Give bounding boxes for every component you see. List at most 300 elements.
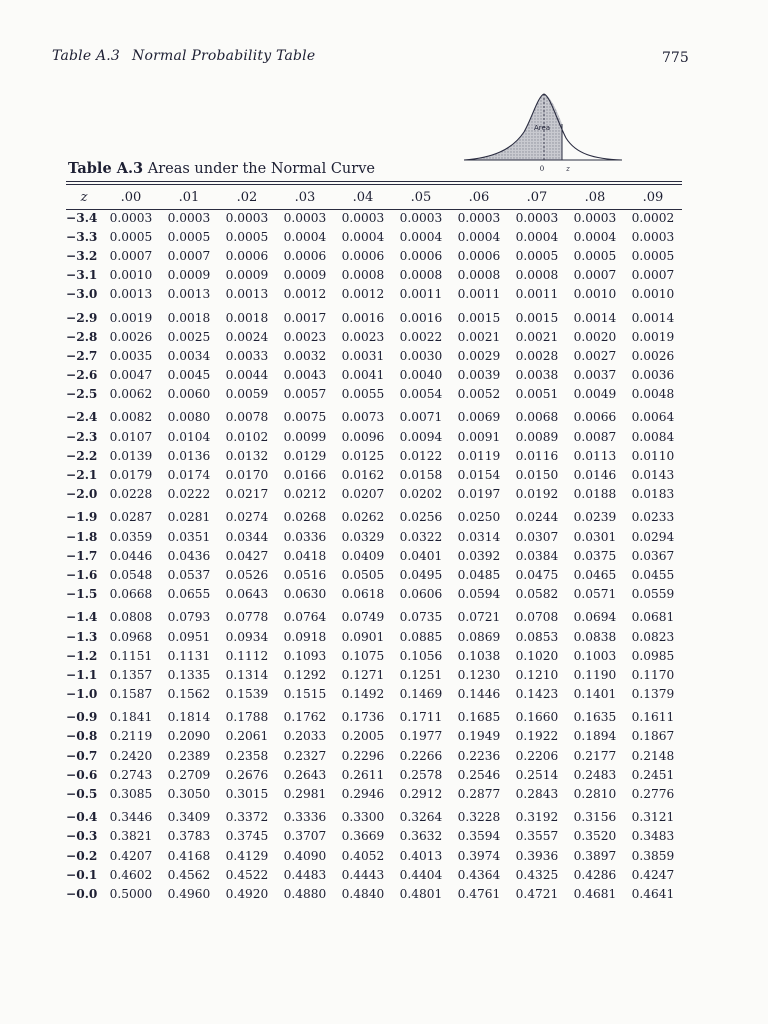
probability-cell: 0.0021 (515, 329, 559, 344)
probability-cell: 0.3859 (631, 848, 675, 863)
probability-cell: 0.1894 (573, 729, 617, 744)
probability-cell: 0.2578 (399, 767, 443, 782)
probability-cell: 0.0179 (109, 468, 153, 483)
table-row (66, 865, 682, 884)
probability-cell: 0.0012 (283, 287, 327, 302)
probability-cell: 0.0054 (399, 387, 443, 402)
table-row (66, 427, 682, 446)
probability-cell: 0.0102 (225, 429, 269, 444)
probability-cell: 0.0170 (225, 468, 269, 483)
probability-cell: 0.1093 (283, 648, 327, 663)
probability-cell: 0.1539 (225, 687, 269, 702)
probability-cell: 0.3409 (167, 810, 211, 825)
probability-cell: 0.0132 (225, 448, 269, 463)
probability-cell: 0.1401 (573, 687, 617, 702)
probability-cell: 0.0116 (515, 448, 559, 463)
probability-cell: 0.0060 (167, 387, 211, 402)
probability-cell: 0.2611 (341, 767, 385, 782)
probability-cell: 0.0274 (225, 510, 269, 525)
probability-cell: 0.4522 (225, 867, 269, 882)
probability-cell: 0.3483 (631, 829, 675, 844)
table-row (66, 404, 682, 427)
probability-cell: 0.0089 (515, 429, 559, 444)
z-value-cell: −1.2 (66, 648, 98, 663)
probability-cell: 0.3557 (515, 829, 559, 844)
probability-cell: 0.0094 (399, 429, 443, 444)
z-value-cell: −0.3 (66, 829, 98, 844)
probability-cell: 0.0228 (109, 487, 153, 502)
z-value-cell: −3.0 (66, 287, 98, 302)
probability-cell: 0.0985 (631, 648, 675, 663)
probability-cell: 0.3085 (109, 787, 153, 802)
probability-cell: 0.2389 (167, 748, 211, 763)
z-value-cell: −2.2 (66, 448, 98, 463)
table-caption (68, 160, 375, 177)
probability-cell: 0.1112 (225, 648, 269, 663)
probability-cell: 0.0951 (167, 629, 211, 644)
table-row (66, 765, 682, 784)
z-value-cell: −0.0 (66, 886, 98, 901)
probability-cell: 0.0004 (399, 229, 443, 244)
probability-cell: 0.0011 (457, 287, 501, 302)
probability-cell: 0.1562 (167, 687, 211, 702)
table-row (66, 504, 682, 527)
probability-cell: 0.0007 (167, 248, 211, 263)
probability-cell: 0.2177 (573, 748, 617, 763)
probability-cell: 0.2236 (457, 748, 501, 763)
z-value-cell: −1.5 (66, 587, 98, 602)
probability-cell: 0.0064 (631, 410, 675, 425)
column-header: .00 (120, 189, 142, 205)
probability-cell: 0.1949 (457, 729, 501, 744)
zero-label: 0 (539, 165, 545, 173)
probability-cell: 0.3192 (515, 810, 559, 825)
probability-cell: 0.0375 (573, 548, 617, 563)
probability-cell: 0.0003 (167, 210, 211, 225)
probability-cell: 0.0427 (225, 548, 269, 563)
table-row (66, 746, 682, 765)
probability-cell: 0.2743 (109, 767, 153, 782)
probability-cell: 0.0307 (515, 529, 559, 544)
probability-cell: 0.0548 (109, 567, 153, 582)
probability-cell: 0.0418 (283, 548, 327, 563)
probability-cell: 0.0099 (283, 429, 327, 444)
probability-cell: 0.0013 (167, 287, 211, 302)
probability-cell: 0.3669 (341, 829, 385, 844)
probability-cell: 0.0287 (109, 510, 153, 525)
probability-cell: 0.0212 (283, 487, 327, 502)
probability-cell: 0.2358 (225, 748, 269, 763)
probability-cell: 0.1587 (109, 687, 153, 702)
z-value-cell: −2.9 (66, 310, 98, 325)
table-row (66, 366, 682, 385)
probability-cell: 0.0694 (573, 610, 617, 625)
probability-cell: 0.4641 (631, 886, 675, 901)
probability-cell: 0.0018 (225, 310, 269, 325)
probability-cell: 0.0036 (631, 368, 675, 383)
probability-cell: 0.1423 (515, 687, 559, 702)
z-value-cell: −0.1 (66, 867, 98, 882)
probability-cell: 0.0003 (109, 210, 153, 225)
probability-cell: 0.0035 (109, 348, 153, 363)
probability-cell: 0.0023 (283, 329, 327, 344)
probability-cell: 0.0029 (457, 348, 501, 363)
probability-cell: 0.1170 (631, 667, 675, 682)
probability-cell: 0.0080 (167, 410, 211, 425)
probability-cell: 0.0207 (341, 487, 385, 502)
probability-cell: 0.0015 (515, 310, 559, 325)
probability-cell: 0.0028 (515, 348, 559, 363)
probability-cell: 0.4286 (573, 867, 617, 882)
column-header: .08 (584, 189, 606, 205)
z-value-cell: −2.6 (66, 368, 98, 383)
probability-cell: 0.0516 (283, 567, 327, 582)
probability-cell: 0.0146 (573, 468, 617, 483)
probability-cell: 0.2981 (283, 787, 327, 802)
probability-cell: 0.2843 (515, 787, 559, 802)
probability-cell: 0.0244 (515, 510, 559, 525)
probability-cell: 0.0239 (573, 510, 617, 525)
probability-cell: 0.0136 (167, 448, 211, 463)
probability-cell: 0.1056 (399, 648, 443, 663)
probability-cell: 0.0041 (341, 368, 385, 383)
probability-cell: 0.1210 (515, 667, 559, 682)
probability-cell: 0.3936 (515, 848, 559, 863)
probability-cell: 0.0006 (341, 248, 385, 263)
table-row (66, 585, 682, 604)
z-value-cell: −1.7 (66, 548, 98, 563)
probability-cell: 0.0009 (167, 268, 211, 283)
probability-cell: 0.0409 (341, 548, 385, 563)
probability-cell: 0.4090 (283, 848, 327, 863)
probability-cell: 0.2946 (341, 787, 385, 802)
probability-cell: 0.5000 (109, 886, 153, 901)
probability-cell: 0.2810 (573, 787, 617, 802)
table-row (66, 784, 682, 803)
probability-cell: 0.0119 (457, 448, 501, 463)
probability-cell: 0.1190 (573, 667, 617, 682)
probability-cell: 0.0537 (167, 567, 211, 582)
probability-cell: 0.0197 (457, 487, 501, 502)
probability-cell: 0.3783 (167, 829, 211, 844)
probability-cell: 0.0010 (573, 287, 617, 302)
table-row (66, 646, 682, 665)
table-row (66, 546, 682, 565)
probability-cell: 0.0162 (341, 468, 385, 483)
probability-cell: 0.0021 (457, 329, 501, 344)
probability-cell: 0.0082 (109, 410, 153, 425)
probability-cell: 0.0336 (283, 529, 327, 544)
probability-cell: 0.4129 (225, 848, 269, 863)
z-value-cell: −1.0 (66, 687, 98, 702)
probability-cell: 0.1762 (283, 710, 327, 725)
z-label: z (566, 165, 570, 173)
table-row (66, 665, 682, 684)
probability-cell: 0.0721 (457, 610, 501, 625)
z-column-header: z (80, 189, 88, 205)
probability-cell: 0.0008 (341, 268, 385, 283)
probability-cell: 0.0013 (225, 287, 269, 302)
probability-cell: 0.0003 (515, 210, 559, 225)
probability-cell: 0.0008 (399, 268, 443, 283)
probability-cell: 0.0007 (109, 248, 153, 263)
z-value-cell: −0.7 (66, 748, 98, 763)
probability-cell: 0.3015 (225, 787, 269, 802)
probability-cell: 0.1492 (341, 687, 385, 702)
probability-cell: 0.2266 (399, 748, 443, 763)
probability-cell: 0.4880 (283, 886, 327, 901)
probability-cell: 0.0006 (225, 248, 269, 263)
probability-cell: 0.0107 (109, 429, 153, 444)
probability-cell: 0.0526 (225, 567, 269, 582)
probability-cell: 0.0048 (631, 387, 675, 402)
probability-cell: 0.3156 (573, 810, 617, 825)
probability-cell: 0.1635 (573, 710, 617, 725)
running-head-table-label: Table A.3 (52, 48, 121, 64)
probability-cell: 0.2912 (399, 787, 443, 802)
probability-cell: 0.0154 (457, 468, 501, 483)
probability-cell: 0.0222 (167, 487, 211, 502)
probability-cell: 0.2119 (109, 729, 153, 744)
probability-cell: 0.0024 (225, 329, 269, 344)
probability-cell: 0.0192 (515, 487, 559, 502)
table-row (66, 804, 682, 827)
z-value-cell: −2.3 (66, 429, 98, 444)
probability-cell: 0.0004 (573, 229, 617, 244)
probability-cell: 0.0002 (631, 210, 675, 225)
probability-cell: 0.4920 (225, 886, 269, 901)
probability-cell: 0.1151 (109, 648, 153, 663)
area-label: Area (533, 124, 551, 132)
table-row (66, 266, 682, 285)
page-number: 775 (662, 50, 689, 66)
probability-cell: 0.0838 (573, 629, 617, 644)
probability-cell: 0.0901 (341, 629, 385, 644)
probability-cell: 0.1335 (167, 667, 211, 682)
probability-cell: 0.0735 (399, 610, 443, 625)
probability-cell: 0.0096 (341, 429, 385, 444)
probability-cell: 0.4404 (399, 867, 443, 882)
probability-cell: 0.1814 (167, 710, 211, 725)
probability-cell: 0.3050 (167, 787, 211, 802)
probability-cell: 0.0150 (515, 468, 559, 483)
probability-cell: 0.3520 (573, 829, 617, 844)
probability-cell: 0.0016 (399, 310, 443, 325)
probability-cell: 0.3821 (109, 829, 153, 844)
probability-cell: 0.4721 (515, 886, 559, 901)
probability-cell: 0.1685 (457, 710, 501, 725)
probability-cell: 0.0485 (457, 567, 501, 582)
probability-cell: 0.0139 (109, 448, 153, 463)
probability-cell: 0.0778 (225, 610, 269, 625)
probability-cell: 0.2877 (457, 787, 501, 802)
probability-cell: 0.0004 (515, 229, 559, 244)
z-value-cell: −0.2 (66, 848, 98, 863)
probability-cell: 0.0793 (167, 610, 211, 625)
probability-cell: 0.0314 (457, 529, 501, 544)
probability-cell: 0.4247 (631, 867, 675, 882)
probability-cell: 0.0643 (225, 587, 269, 602)
z-value-cell: −1.4 (66, 610, 98, 625)
probability-cell: 0.0559 (631, 587, 675, 602)
probability-cell: 0.3594 (457, 829, 501, 844)
table-body (66, 208, 682, 904)
probability-cell: 0.0764 (283, 610, 327, 625)
z-value-cell: −1.8 (66, 529, 98, 544)
probability-cell: 0.0934 (225, 629, 269, 644)
probability-cell: 0.0005 (167, 229, 211, 244)
probability-cell: 0.0004 (341, 229, 385, 244)
probability-cell: 0.0322 (399, 529, 443, 544)
probability-cell: 0.0003 (399, 210, 443, 225)
probability-cell: 0.1379 (631, 687, 675, 702)
probability-cell: 0.2206 (515, 748, 559, 763)
table-row (66, 327, 682, 346)
probability-cell: 0.0125 (341, 448, 385, 463)
probability-cell: 0.1446 (457, 687, 501, 702)
probability-cell: 0.0202 (399, 487, 443, 502)
table-row (66, 208, 682, 227)
probability-cell: 0.0301 (573, 529, 617, 544)
table-top-rule-2 (66, 184, 682, 185)
probability-cell: 0.0049 (573, 387, 617, 402)
probability-cell: 0.0019 (109, 310, 153, 325)
z-value-cell: −2.4 (66, 410, 98, 425)
table-row (66, 884, 682, 903)
probability-cell: 0.4602 (109, 867, 153, 882)
probability-cell: 0.0003 (573, 210, 617, 225)
probability-cell: 0.1271 (341, 667, 385, 682)
probability-cell: 0.0010 (631, 287, 675, 302)
probability-cell: 0.1736 (341, 710, 385, 725)
probability-cell: 0.4364 (457, 867, 501, 882)
probability-cell: 0.0681 (631, 610, 675, 625)
probability-cell: 0.0344 (225, 529, 269, 544)
probability-cell: 0.0006 (457, 248, 501, 263)
probability-cell: 0.2005 (341, 729, 385, 744)
z-value-cell: −0.5 (66, 787, 98, 802)
probability-cell: 0.0047 (109, 368, 153, 383)
probability-cell: 0.0027 (573, 348, 617, 363)
probability-cell: 0.0026 (109, 329, 153, 344)
column-header: .06 (468, 189, 490, 205)
probability-cell: 0.0030 (399, 348, 443, 363)
probability-cell: 0.2033 (283, 729, 327, 744)
probability-cell: 0.0655 (167, 587, 211, 602)
probability-cell: 0.3121 (631, 810, 675, 825)
probability-cell: 0.4801 (399, 886, 443, 901)
probability-cell: 0.0019 (631, 329, 675, 344)
probability-cell: 0.0217 (225, 487, 269, 502)
probability-cell: 0.0256 (399, 510, 443, 525)
probability-cell: 0.1230 (457, 667, 501, 682)
probability-cell: 0.0869 (457, 629, 501, 644)
probability-cell: 0.0329 (341, 529, 385, 544)
probability-cell: 0.3897 (573, 848, 617, 863)
probability-cell: 0.4052 (341, 848, 385, 863)
probability-cell: 0.0018 (167, 310, 211, 325)
probability-cell: 0.0351 (167, 529, 211, 544)
z-value-cell: −1.6 (66, 567, 98, 582)
probability-cell: 0.1515 (283, 687, 327, 702)
probability-cell: 0.1469 (399, 687, 443, 702)
probability-cell: 0.1314 (225, 667, 269, 682)
z-value-cell: −0.9 (66, 710, 98, 725)
table-row (66, 446, 682, 465)
probability-cell: 0.0262 (341, 510, 385, 525)
probability-cell: 0.0005 (631, 248, 675, 263)
probability-cell: 0.0014 (573, 310, 617, 325)
probability-cell: 0.0015 (457, 310, 501, 325)
probability-cell: 0.0606 (399, 587, 443, 602)
probability-cell: 0.2709 (167, 767, 211, 782)
probability-cell: 0.0005 (515, 248, 559, 263)
probability-cell: 0.1075 (341, 648, 385, 663)
probability-cell: 0.0033 (225, 348, 269, 363)
table-row (66, 246, 682, 265)
probability-cell: 0.0495 (399, 567, 443, 582)
column-header: .03 (294, 189, 316, 205)
probability-cell: 0.4013 (399, 848, 443, 863)
z-value-cell: −2.0 (66, 487, 98, 502)
probability-cell: 0.0008 (457, 268, 501, 283)
probability-cell: 0.0004 (457, 229, 501, 244)
probability-cell: 0.0009 (225, 268, 269, 283)
z-value-cell: −0.6 (66, 767, 98, 782)
probability-cell: 0.0043 (283, 368, 327, 383)
probability-cell: 0.4168 (167, 848, 211, 863)
probability-cell: 0.4761 (457, 886, 501, 901)
probability-cell: 0.0016 (341, 310, 385, 325)
probability-cell: 0.0294 (631, 529, 675, 544)
table-row (66, 704, 682, 727)
table-row (66, 727, 682, 746)
table-row (66, 846, 682, 865)
probability-cell: 0.2483 (573, 767, 617, 782)
probability-cell: 0.2061 (225, 729, 269, 744)
table-caption-text: Areas under the Normal Curve (147, 161, 375, 177)
probability-cell: 0.0367 (631, 548, 675, 563)
table-row (66, 565, 682, 584)
probability-cell: 0.0384 (515, 548, 559, 563)
probability-cell: 0.0129 (283, 448, 327, 463)
probability-cell: 0.0006 (399, 248, 443, 263)
probability-cell: 0.0853 (515, 629, 559, 644)
probability-cell: 0.0007 (573, 268, 617, 283)
probability-cell: 0.1788 (225, 710, 269, 725)
probability-cell: 0.1292 (283, 667, 327, 682)
probability-cell: 0.0017 (283, 310, 327, 325)
probability-cell: 0.2327 (283, 748, 327, 763)
probability-cell: 0.3446 (109, 810, 153, 825)
z-value-cell: −0.4 (66, 810, 98, 825)
probability-cell: 0.1251 (399, 667, 443, 682)
column-header: .09 (642, 189, 664, 205)
probability-cell: 0.0250 (457, 510, 501, 525)
probability-cell: 0.0059 (225, 387, 269, 402)
probability-cell: 0.3372 (225, 810, 269, 825)
z-value-cell: −1.1 (66, 667, 98, 682)
probability-cell: 0.1003 (573, 648, 617, 663)
probability-cell: 0.0003 (283, 210, 327, 225)
probability-cell: 0.0040 (399, 368, 443, 383)
probability-cell: 0.2776 (631, 787, 675, 802)
probability-cell: 0.0885 (399, 629, 443, 644)
probability-cell: 0.0007 (631, 268, 675, 283)
probability-cell: 0.3228 (457, 810, 501, 825)
z-value-cell: −2.1 (66, 468, 98, 483)
probability-cell: 0.0068 (515, 410, 559, 425)
